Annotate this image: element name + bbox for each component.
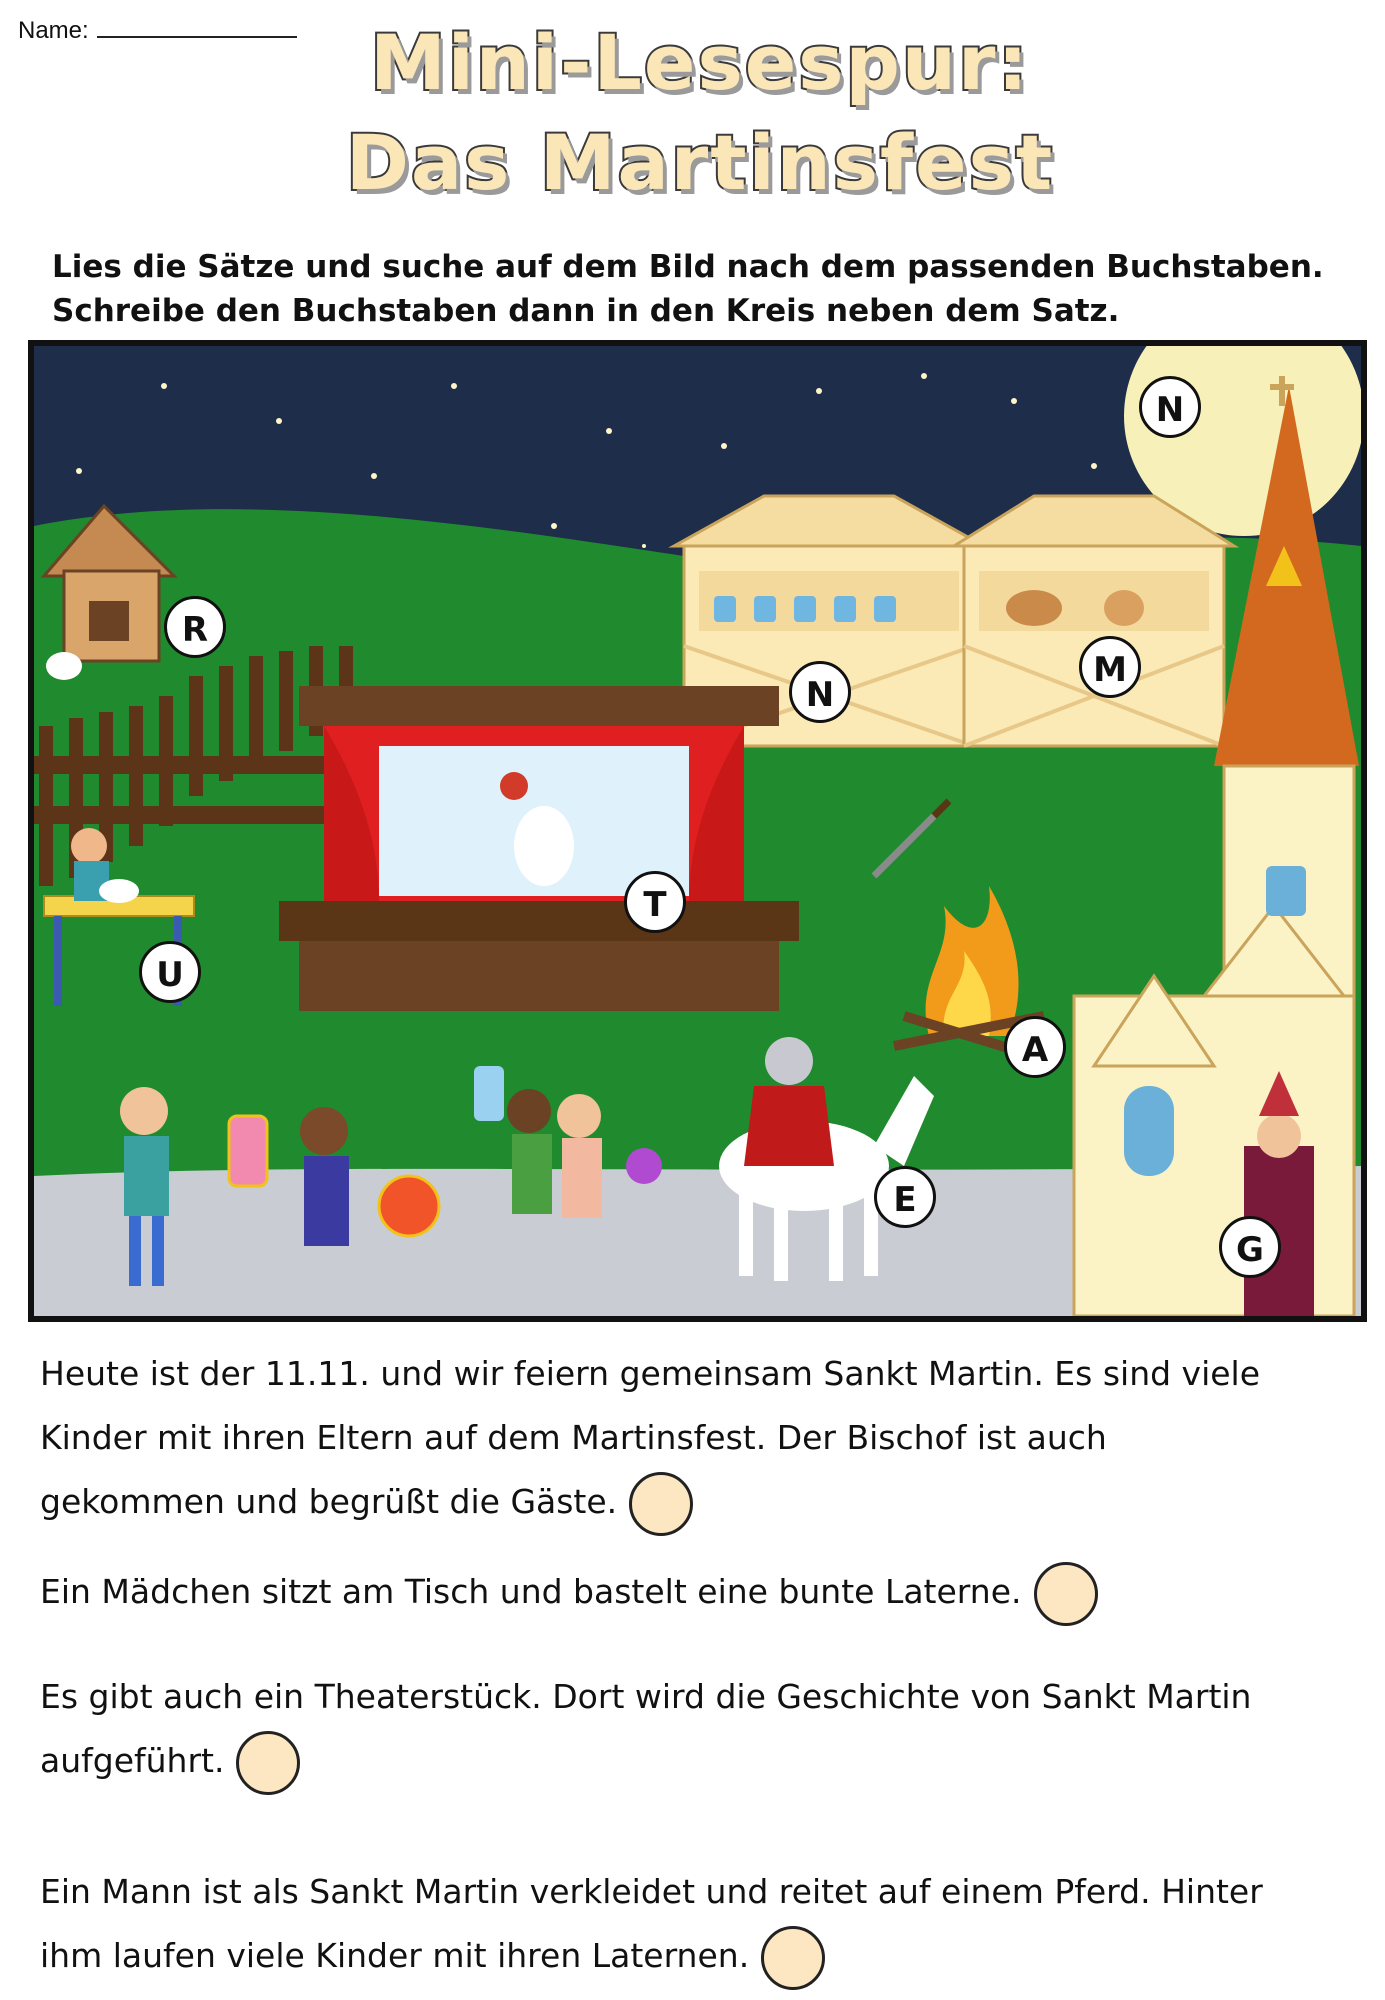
answer-circle-1[interactable]: [629, 1472, 693, 1536]
paragraph-1-line-3-text: gekommen und begrüßt die Gäste.: [40, 1482, 618, 1521]
paragraph-3-line-2-text: aufgeführt.: [40, 1741, 225, 1780]
bakery-stand: [954, 496, 1234, 746]
paragraph-4-line-1: Ein Mann ist als Sankt Martin verkleidet und reitet auf einem Pferd. Hinter: [40, 1872, 1263, 1911]
title-line-2: Das Martinsfest: [345, 118, 1055, 207]
paragraph-1: [40, 1342, 1260, 1536]
paragraph-1-line-1: Heute ist der 11.11. und wir feiern gemeinsam Sankt Martin. Es sind viele: [40, 1354, 1261, 1393]
paragraph-2-line-1-text: Ein Mädchen sitzt am Tisch und bastelt eine bunte Laterne.: [40, 1572, 1022, 1611]
name-label: Name:: [18, 17, 89, 44]
label-craft-table: U: [139, 941, 201, 1003]
title-line-1: Mini-Lesespur:: [370, 18, 1030, 107]
paragraph-3-line-2: [40, 1729, 1251, 1795]
answer-circle-4[interactable]: [761, 1926, 825, 1990]
paragraph-2: [40, 1560, 1098, 1626]
label-drink-stand: N: [789, 661, 851, 723]
label-henhouse: R: [164, 596, 226, 658]
paragraph-2-line-1: [40, 1560, 1098, 1626]
instruction-line-1: Lies die Sätze und suche auf dem Bild nach dem passenden Buchstaben.: [52, 249, 1324, 285]
paragraph-1-line-3: [40, 1470, 1260, 1536]
label-bonfire: A: [1004, 1016, 1066, 1078]
theater-stage: [279, 686, 799, 1011]
paragraph-3-line-1: Es gibt auch ein Theaterstück. Dort wird die Geschichte von Sankt Martin: [40, 1677, 1252, 1716]
paragraph-3: [40, 1665, 1251, 1795]
label-bishop: G: [1219, 1216, 1281, 1278]
answer-circle-2[interactable]: [1034, 1562, 1098, 1626]
label-rider: E: [874, 1166, 936, 1228]
answer-circle-3[interactable]: [236, 1731, 300, 1795]
paragraph-4: [40, 1860, 1263, 1990]
paragraph-1-line-2: Kinder mit ihren Eltern auf dem Martinsfest. Der Bischof ist auch: [40, 1418, 1107, 1457]
label-bakery-stand: M: [1079, 636, 1141, 698]
paragraph-4-line-2: [40, 1924, 1263, 1990]
instruction-line-2: Schreibe den Buchstaben dann in den Kreis neben dem Satz.: [52, 293, 1120, 329]
paragraph-4-line-2-text: ihm laufen viele Kinder mit ihren Laternen.: [40, 1936, 750, 1975]
label-moon: N: [1139, 376, 1201, 438]
label-theater: T: [624, 871, 686, 933]
instructions: [52, 245, 1324, 333]
scene-drawing: [34, 346, 1361, 1316]
scene-illustration: [28, 340, 1367, 1322]
